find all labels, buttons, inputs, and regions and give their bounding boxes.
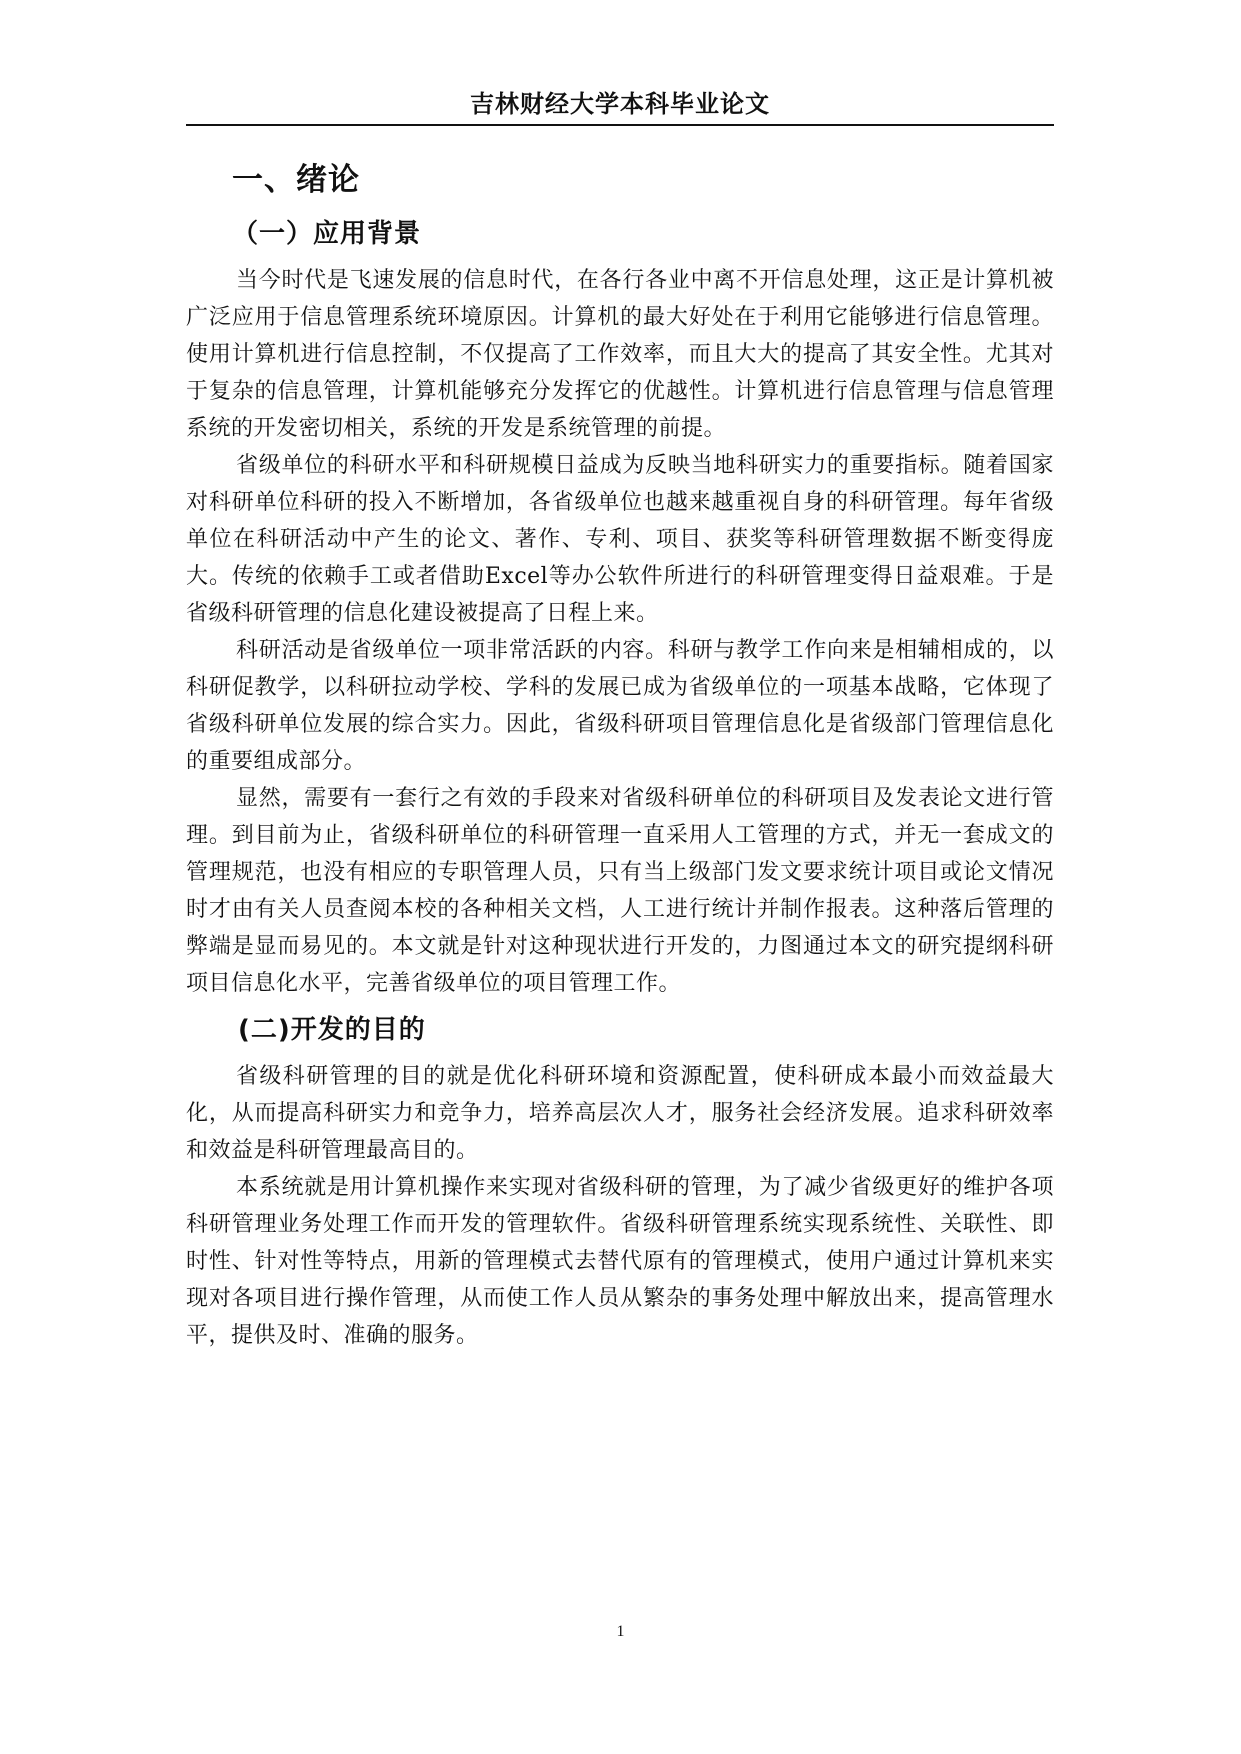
paragraph: 显然，需要有一套行之有效的手段来对省级科研单位的科研项目及发表论文进行管理。到目前为止，省级科研单位的科研管理一直采用人工管理的方式，并无一套成文的管理规范，也没有相应的专职管理人员，只有当上级部门发文要求统计项目或论文情况时才由有关人员查阅本校的各种相关文档，人工进行统计并制作报表。这种落后管理的弊端是显而易见的。本文就是针对这种现状进行开发的，力图通过本文的研究提纲科研项目信息化水平，完善省级单位的项目管理工作。 — [186, 786, 1054, 996]
paragraph: 科研活动是省级单位一项非常活跃的内容。科研与教学工作向来是相辅相成的，以科研促教学，以科研拉动学校、学科的发展已成为省级单位的一项基本战略，它体现了省级科研单位发展的综合实力。因此，省级科研项目管理信息化是省级部门管理信息化的重要组成部分。 — [186, 638, 1054, 774]
paragraph: 省级科研管理的目的就是优化科研环境和资源配置，使科研成本最小而效益最大化，从而提高科研实力和竞争力，培养高层次人才，服务社会经济发展。追求科研效率和效益是科研管理最高目的。 — [186, 1064, 1054, 1163]
paragraph: 省级单位的科研水平和科研规模日益成为反映当地科研实力的重要指标。随着国家对科研单位科研的投入不断增加，各省级单位也越来越重视自身的科研管理。每年省级单位在科研活动中产生的论文、著作、专利、项目、获奖等科研管理数据不断变得庞大。传统的依赖手工或者借助Excel等办公软件所进行的科研管理变得日益艰难。于是省级科研管理的信息化建设被提高了日程上来。 — [186, 453, 1054, 626]
page-number: 1 — [616, 1623, 625, 1640]
paragraph: 当今时代是飞速发展的信息时代，在各行各业中离不开信息处理，这正是计算机被广泛应用于信息管理系统环境原因。计算机的最大好处在于利用它能够进行信息管理。使用计算机进行信息控制，不仅提高了工作效率，而且大大的提高了其安全性。尤其对于复杂的信息管理，计算机能够充分发挥它的优越性。计算机进行信息管理与信息管理系统的开发密切相关，系统的开发是系统管理的前提。 — [186, 268, 1054, 441]
subsection-heading-background: （一）应用背景 — [232, 219, 422, 249]
subsection-heading-purpose: (二)开发的目的 — [238, 1015, 426, 1045]
section-heading-introduction: 一、绪论 — [232, 162, 360, 198]
page-body — [186, 158, 1054, 1354]
paragraph: 本系统就是用计算机操作来实现对省级科研的管理，为了减少省级更好的维护各项科研管理业务处理工作而开发的管理软件。省级科研管理系统实现系统性、关联性、即时性、针对性等特点，用新的管理模式去替代原有的管理模式，使用户通过计算机来实现对各项目进行操作管理，从而使工作人员从繁杂的事务处理中解放出来，提高管理水平，提供及时、准确的服务。 — [186, 1175, 1054, 1348]
header-rule — [186, 124, 1054, 126]
running-header: 吉林财经大学本科毕业论文 — [470, 90, 770, 118]
